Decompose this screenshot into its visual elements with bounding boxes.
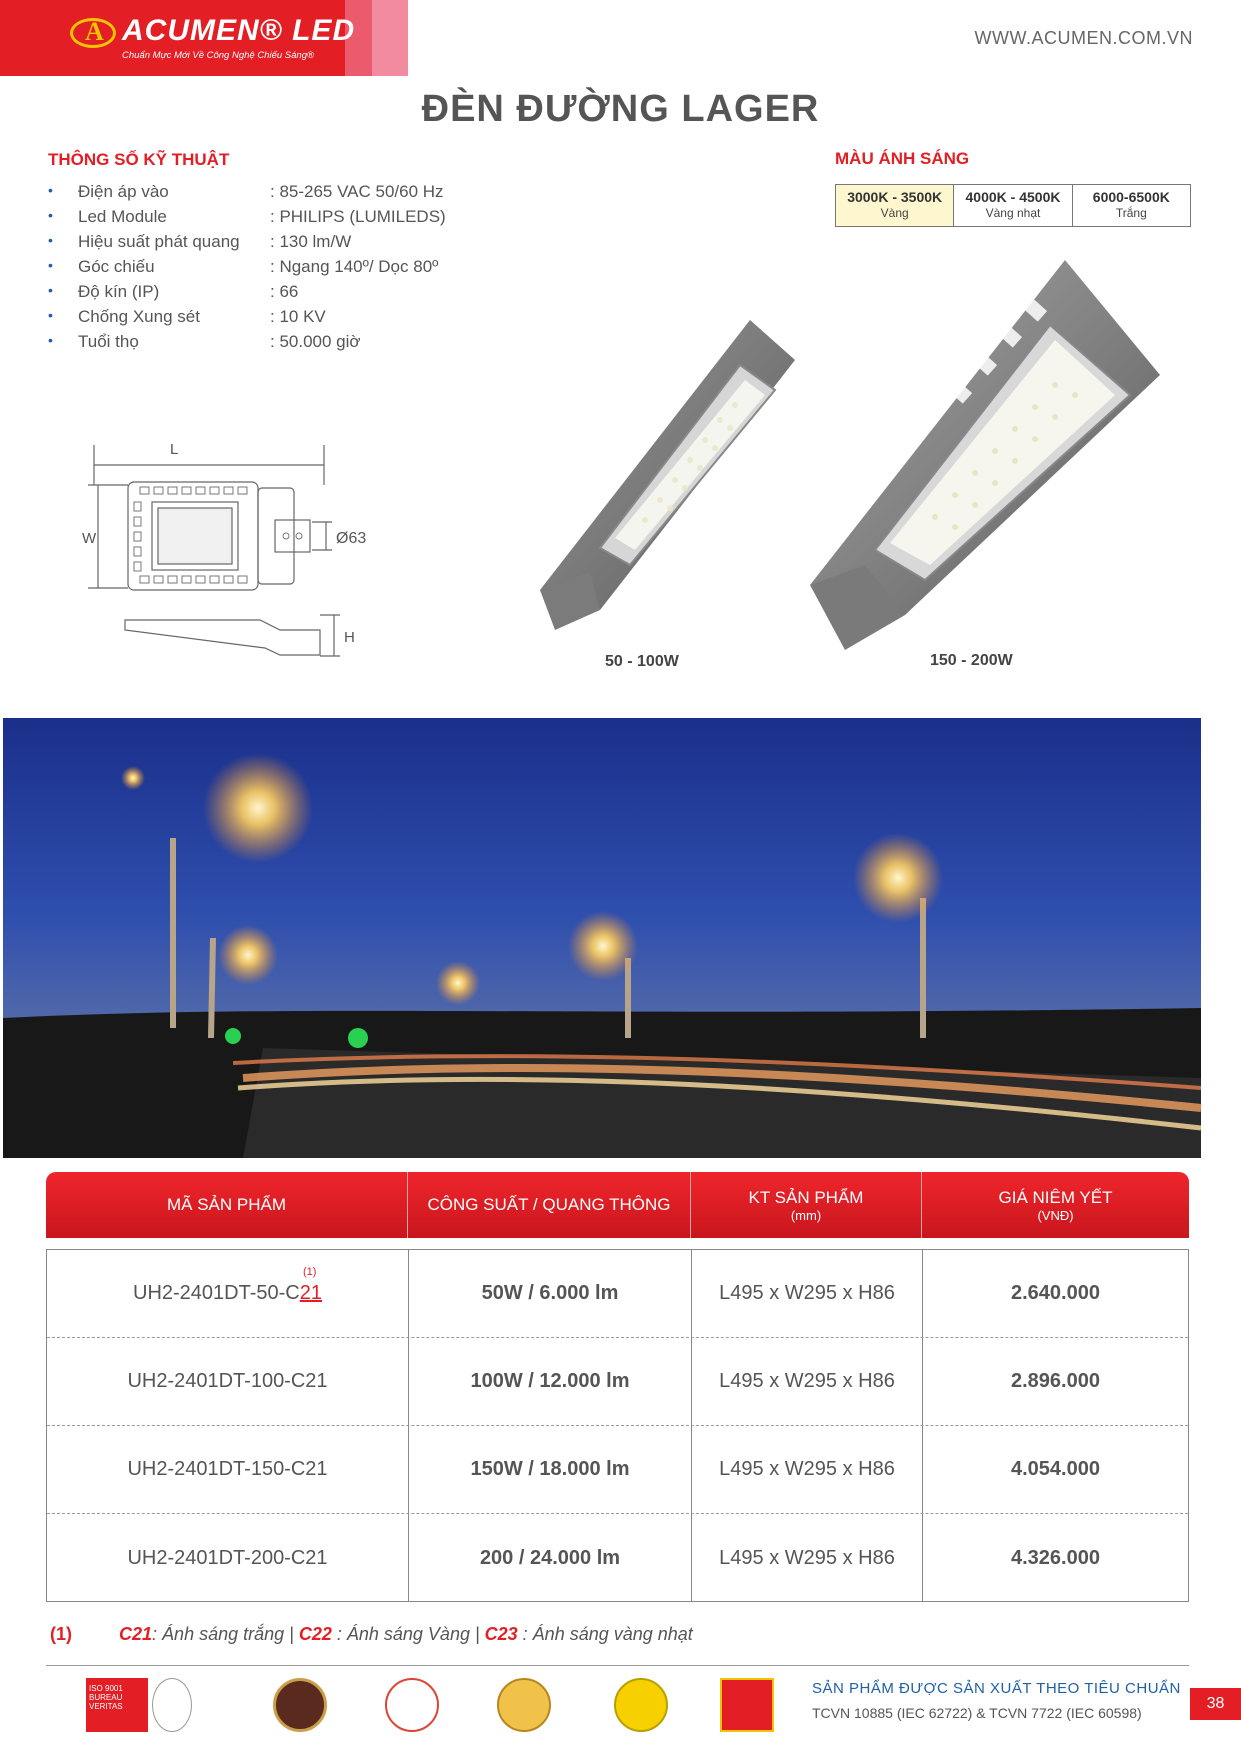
spec-value: : 85-265 VAC 50/60 Hz xyxy=(270,182,444,201)
spec-value: : Ngang 140º/ Dọc 80º xyxy=(270,257,439,276)
product-size: L495 x W295 x H86 xyxy=(692,1338,923,1425)
light-color-cell xyxy=(954,185,1072,226)
spec-label: Led Module xyxy=(78,207,167,226)
dim-length-label: L xyxy=(170,441,179,458)
product-code: UH2-2401DT-150-C21 xyxy=(47,1426,409,1513)
spec-item xyxy=(48,232,478,257)
light-color-heading: MÀU ÁNH SÁNG xyxy=(835,149,970,168)
spec-list xyxy=(48,182,478,357)
table-row xyxy=(47,1250,1188,1338)
footnote: (1) C21: Ánh sáng trắng | C22 : Ánh sáng Vàng | C23 : Ánh sáng vàng nhạt xyxy=(50,1624,693,1644)
bullet-icon: • xyxy=(48,332,53,348)
spec-item xyxy=(48,257,478,282)
product-photo-small xyxy=(520,310,810,670)
color-name: Vàng xyxy=(880,206,909,220)
bullet-icon: • xyxy=(48,257,53,273)
spec-item xyxy=(48,282,478,307)
page-title: ĐÈN ĐƯỜNG LAGER xyxy=(421,88,820,130)
star-award-icon xyxy=(385,1678,439,1732)
spec-label: Điện áp vào xyxy=(78,182,169,201)
standard-text: TCVN 10885 (IEC 62722) & TCVN 7722 (IEC 60598) xyxy=(812,1705,1142,1721)
list-price: 4.326.000 xyxy=(1011,1546,1100,1569)
footer-divider xyxy=(46,1665,1189,1666)
spec-label: Hiệu suất phát quang xyxy=(78,232,240,251)
acumen-logo-icon xyxy=(70,18,116,48)
spec-value: : 50.000 giờ xyxy=(270,332,361,351)
product-size: L495 x W295 x H86 xyxy=(692,1250,923,1337)
list-price: 2.640.000 xyxy=(1011,1282,1100,1304)
product-code: UH2-2401DT-200-C21 xyxy=(47,1514,409,1602)
power-lumen: 50W / 6.000 lm xyxy=(409,1250,692,1337)
iso-certificate-badge: ISO 9001 BUREAU VERITAS xyxy=(86,1678,222,1732)
spec-value: : 66 xyxy=(270,282,299,301)
vietnam-quality-icon xyxy=(720,1678,774,1732)
gold-award-icon xyxy=(273,1678,327,1732)
light-color-cell xyxy=(1073,185,1190,226)
spec-item xyxy=(48,182,478,207)
standard-title: SẢN PHẨM ĐƯỢC SẢN XUẤT THEO TIÊU CHUẨN xyxy=(812,1680,1181,1697)
spec-value: : PHILIPS (LUMILEDS) xyxy=(270,207,446,226)
color-name: Trắng xyxy=(1115,206,1147,220)
product-code: UH2-2401DT-50-C 21 (1) xyxy=(47,1250,409,1337)
brand-banner xyxy=(0,0,408,76)
table-row xyxy=(47,1338,1188,1426)
spec-label: Tuổi thọ xyxy=(78,332,139,351)
well-known-brand-icon xyxy=(614,1678,668,1732)
price-table-body xyxy=(46,1249,1189,1602)
spec-label: Chống Xung sét xyxy=(78,307,200,326)
dim-width-label: W xyxy=(82,530,97,547)
dim-height-label: H xyxy=(344,629,355,646)
bullet-icon: • xyxy=(48,232,53,248)
table-row xyxy=(47,1426,1188,1514)
power-lumen: 200 / 24.000 lm xyxy=(409,1514,692,1602)
column-header: MÃ SẢN PHẨM xyxy=(46,1172,408,1238)
power-lumen: 150W / 18.000 lm xyxy=(409,1426,692,1513)
power-lumen: 100W / 12.000 lm xyxy=(409,1338,692,1425)
brand-tagline: Chuẩn Mực Mới Về Công Nghệ Chiếu Sáng® xyxy=(122,50,314,61)
large-product-label: 150 - 200W xyxy=(930,652,1013,669)
night-road-photo xyxy=(3,718,1201,1158)
spec-label: Độ kín (IP) xyxy=(78,282,160,301)
column-header: CÔNG SUẤT / QUANG THÔNG xyxy=(408,1172,691,1238)
spec-value: : 10 KV xyxy=(270,307,326,326)
bullet-icon: • xyxy=(48,282,53,298)
product-size: L495 x W295 x H86 xyxy=(692,1514,923,1602)
footnote-marker: (1) xyxy=(303,1266,317,1278)
spec-item xyxy=(48,307,478,332)
technical-drawing xyxy=(80,430,380,670)
bullet-icon: • xyxy=(48,182,53,198)
page-number: 38 xyxy=(1190,1688,1241,1720)
price-table-header xyxy=(46,1172,1189,1238)
list-price: 4.054.000 xyxy=(1011,1458,1100,1480)
color-temperature: 6000-6500K xyxy=(1092,189,1170,205)
product-photo-large xyxy=(805,255,1185,675)
bullet-icon: • xyxy=(48,207,53,223)
spec-value: : 130 lm/W xyxy=(270,232,352,251)
light-color-table xyxy=(835,184,1191,227)
product-code: UH2-2401DT-100-C21 xyxy=(47,1338,409,1425)
list-price: 2.896.000 xyxy=(1011,1370,1100,1392)
dim-diameter-label: Ø63 xyxy=(336,530,367,547)
light-color-cell xyxy=(836,185,954,226)
spec-item xyxy=(48,207,478,232)
column-header: GIÁ NIÊM YẾT (VNĐ) xyxy=(998,1187,1113,1223)
color-temperature: 4000K - 4500K xyxy=(965,189,1061,205)
bullet-icon: • xyxy=(48,307,53,323)
table-row xyxy=(47,1514,1188,1602)
small-product-label: 50 - 100W xyxy=(605,653,679,670)
golden-brand-icon xyxy=(497,1678,551,1732)
spec-label: Góc chiếu xyxy=(78,257,155,276)
spec-item xyxy=(48,332,478,357)
specs-heading: THÔNG SỐ KỸ THUẬT xyxy=(48,150,230,169)
color-temperature: 3000K - 3500K xyxy=(847,189,943,205)
brand-name: ACUMEN® LED xyxy=(122,14,356,47)
website-link[interactable]: WWW.ACUMEN.COM.VN xyxy=(974,28,1193,48)
column-header: KT SẢN PHẨM (mm) xyxy=(691,1172,922,1238)
color-name: Vàng nhạt xyxy=(985,206,1041,220)
product-size: L495 x W295 x H86 xyxy=(692,1426,923,1513)
